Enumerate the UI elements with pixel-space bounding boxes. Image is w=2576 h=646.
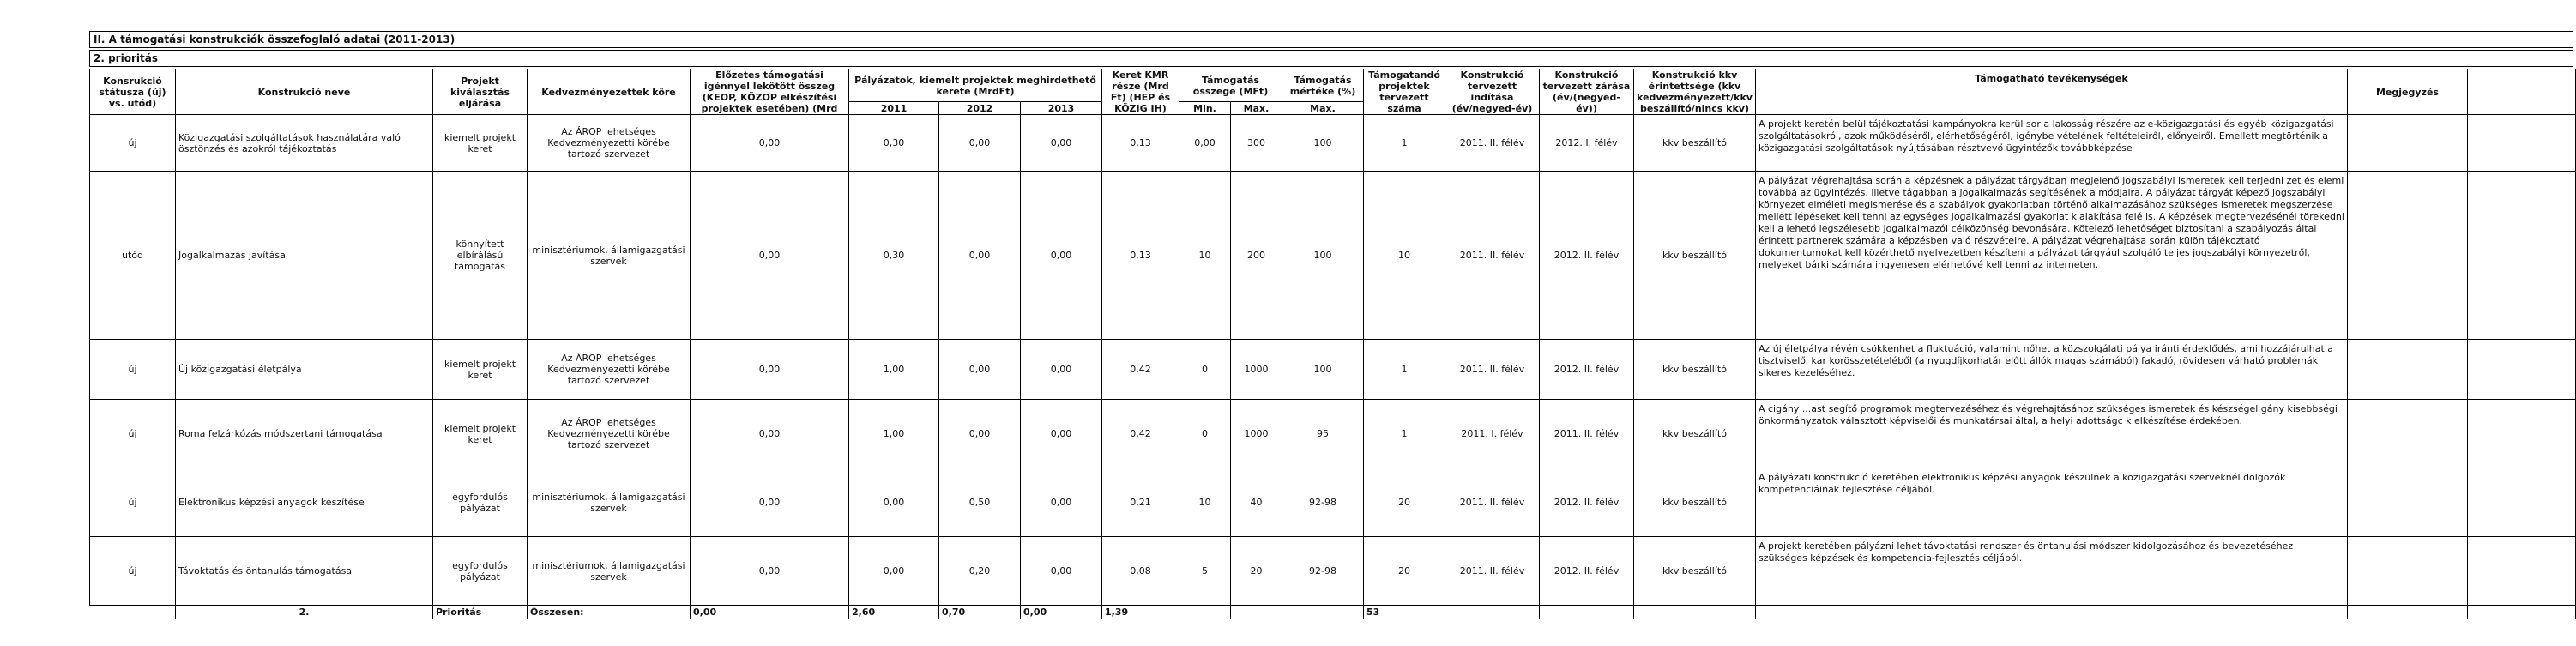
cell-min: 10 (1179, 172, 1231, 340)
header-year-2012: 2012 (939, 102, 1021, 115)
header-empty (2467, 69, 2575, 115)
cell-empty (2467, 537, 2575, 606)
cell-status: új (90, 468, 176, 537)
cell-procedure: könnyített elbírálású támogatás (433, 172, 528, 340)
cell-2012: 0,00 (939, 115, 1021, 172)
header-kkv: Konstrukció kkv érintettsége (kkv kedvezményezett/kkv beszállító/nincs kkv) (1634, 69, 1756, 115)
cell-kkv: kkv beszállító (1634, 340, 1756, 400)
cell-status: új (90, 400, 176, 468)
header-rate-max: Max. (1282, 102, 1364, 115)
cell-end: 2012. II. félév (1540, 172, 1634, 340)
summary-estimated: 0,00 (691, 606, 849, 619)
cell-notes (2347, 340, 2467, 400)
cell-kkv: kkv beszállító (1634, 172, 1756, 340)
header-activities: Támogatható tevékenységek (1755, 69, 2347, 115)
cell-2011: 0,30 (849, 172, 939, 340)
cell-kmr: 0,21 (1102, 468, 1179, 537)
cell-rate: 92-98 (1282, 468, 1364, 537)
cell-kkv: kkv beszállító (1634, 468, 1756, 537)
cell-estimated: 0,00 (691, 340, 849, 400)
summary-total-label: Összesen: (528, 606, 691, 619)
summary-2013: 0,00 (1021, 606, 1102, 619)
cell-2011: 0,00 (849, 537, 939, 606)
cell-end: 2011. II. félév (1540, 400, 1634, 468)
summary-cell (2467, 606, 2575, 619)
cell-rate: 100 (1282, 115, 1364, 172)
header-year-2013: 2013 (1021, 102, 1102, 115)
cell-rate: 92-98 (1282, 537, 1364, 606)
header-start: Konstrukció tervezett indítása (év/negyed-év) (1445, 69, 1540, 115)
cell-empty (2467, 172, 2575, 340)
cell-status: új (90, 537, 176, 606)
cell-empty (2467, 115, 2575, 172)
cell-beneficiaries: Az ÁROP lehetséges Kedvezményezetti körébe tartozó szervezet (528, 340, 691, 400)
table-row (90, 340, 2576, 400)
header-tenders: Pályázatok, kiemelt projektek meghirdethető kerete (MrdFt) (849, 69, 1102, 102)
table-row (90, 468, 2576, 537)
header-amount: Támogatás összege (MFt) (1179, 69, 1282, 102)
cell-procedure: kiemelt projekt keret (433, 115, 528, 172)
cell-estimated: 0,00 (691, 115, 849, 172)
cell-activities: A pályázat végrehajtása során a képzésnek a pályázat tárgyában megjelenő jogszabályi ismeretek kell terjedni zet és elemi továbbá az ügyintézés, illetve tágabban a jogalkalmazás segítésének a módjaira. A pályázat tárgyát képező jogszabályi környezet elméleti megismerése és a szabályok gyakorlatban történő alkalmazásához szükséges ismeretek megszerzése mellett lépéseket kell tenni az egységes jogalkalmazási gyakorlat kialakítása felé is. A képzések megtervezésénél törekedni kell a lehető legszélesebb jogalkalmazói célközönség bevonására. Kötelező lehetőséget biztosítani a szabályozás által érintett partnerek számára a képzésben való részvételre. A pályázat végrehajtása során külön tájékoztató dokumentumokat kell közérthető nyelvezetben készíteni a pályázat tárgyául szolgáló teljes jogszabályi környezetről, melyeket bárki számára ingyenesen elérhetővé kell tenni az interneten. (1755, 172, 2347, 340)
cell-kmr: 0,08 (1102, 537, 1179, 606)
header-end: Konstrukció tervezett zárása (év/(negyed-év)) (1540, 69, 1634, 115)
cell-notes (2347, 468, 2467, 537)
header-procedure: Projekt kiválasztás eljárása (433, 69, 528, 115)
summary-cell (1282, 606, 1364, 619)
cell-start: 2011. II. félév (1445, 172, 1540, 340)
cell-2013: 0,00 (1021, 400, 1102, 468)
cell-status: új (90, 115, 176, 172)
cell-estimated: 0,00 (691, 400, 849, 468)
summary-cell (2347, 606, 2467, 619)
table-row (90, 172, 2576, 340)
summary-empty (90, 606, 176, 619)
cell-name: Közigazgatási szolgáltatások használatára való ösztönzés és azokról tájékoztatás (176, 115, 433, 172)
cell-start: 2011. II. félév (1445, 468, 1540, 537)
cell-activities: A cigány ...ast segítő programok megtervezéséhez és végrehajtásához szükséges ismeretek és készségel gány kisebbségi önkormányzatok választott képviselői és munkatársai által, a helyi adottságc k elkészítése érdekében. (1755, 400, 2347, 468)
cell-procedure: egyfordulós pályázat (433, 468, 528, 537)
cell-2011: 0,30 (849, 115, 939, 172)
cell-activities: A projekt keretében pályázni lehet távoktatási rendszer és öntanulási módszer kidolgozásához és bevezetéséhez szükséges képzések és kompetencia-fejlesztés céljából. (1755, 537, 2347, 606)
cell-2011: 1,00 (849, 340, 939, 400)
cell-max: 200 (1231, 172, 1282, 340)
cell-procedure: kiemelt projekt keret (433, 340, 528, 400)
cell-2013: 0,00 (1021, 468, 1102, 537)
cell-activities: A projekt keretén belül tájékoztatási kampányokra kerül sor a lakosság részére az e-közigazgatási és egyéb közigazgatási szolgáltatásokról, azok működéséről, elérhetőségéről, igénybe vételének feltételeiről, előnyeiről. Emellett megtörténik a közigazgatási szolgáltatások nyújtásában résztvevő ügyintézők továbbképzése (1755, 115, 2347, 172)
summary-number: 2. (176, 606, 433, 619)
cell-rate: 95 (1282, 400, 1364, 468)
summary-cell (1540, 606, 1634, 619)
summary-row (90, 606, 2576, 619)
header-notes: Megjegyzés (2347, 69, 2467, 115)
summary-cell (1179, 606, 1231, 619)
cell-kmr: 0,13 (1102, 115, 1179, 172)
cell-rate: 100 (1282, 340, 1364, 400)
cell-max: 300 (1231, 115, 1282, 172)
cell-empty (2467, 468, 2575, 537)
summary-cell (1755, 606, 2347, 619)
cell-min: 10 (1179, 468, 1231, 537)
header-max: Max. (1231, 102, 1282, 115)
cell-beneficiaries: minisztériumok, államigazgatási szervek (528, 172, 691, 340)
cell-2012: 0,00 (939, 172, 1021, 340)
cell-activities: A pályázati konstrukció keretében elektronikus képzési anyagok készülnek a közigazgatási szerveknél dolgozók kompetenciáinak fejlesztése céljából. (1755, 468, 2347, 537)
section-title: II. A támogatási konstrukciók összefoglaló adatai (2011-2013) (89, 31, 2573, 48)
header-estimated: Előzetes támogatási igénnyel lekötött összeg (KEOP, KÖZOP elkészítési projektek esetében) (Mrd (691, 69, 849, 115)
cell-min: 0 (1179, 400, 1231, 468)
summary-cell (1445, 606, 1540, 619)
cell-rate: 100 (1282, 172, 1364, 340)
header-kmr: Keret KMR része (Mrd Ft) (HEP és KÖZIG IH) (1102, 69, 1179, 115)
header-min: Min. (1179, 102, 1231, 115)
cell-min: 0 (1179, 340, 1231, 400)
cell-name: Jogalkalmazás javítása (176, 172, 433, 340)
cell-2012: 0,50 (939, 468, 1021, 537)
summary-cell (1231, 606, 1282, 619)
header-name: Konstrukció neve (176, 69, 433, 115)
cell-notes (2347, 400, 2467, 468)
summary-2011: 2,60 (849, 606, 939, 619)
cell-beneficiaries: minisztériumok, államigazgatási szervek (528, 537, 691, 606)
cell-start: 2011. I. félév (1445, 400, 1540, 468)
summary-kmr: 1,39 (1102, 606, 1179, 619)
cell-2012: 0,20 (939, 537, 1021, 606)
cell-kmr: 0,13 (1102, 172, 1179, 340)
header-rate: Támogatás mértéke (%) (1282, 69, 1364, 102)
cell-notes (2347, 172, 2467, 340)
cell-kmr: 0,42 (1102, 400, 1179, 468)
cell-2011: 1,00 (849, 400, 939, 468)
cell-projects: 20 (1364, 537, 1445, 606)
cell-2011: 0,00 (849, 468, 939, 537)
constructions-table (89, 69, 2576, 619)
cell-procedure: egyfordulós pályázat (433, 537, 528, 606)
cell-projects: 10 (1364, 172, 1445, 340)
header-year-2011: 2011 (849, 102, 939, 115)
cell-beneficiaries: Az ÁROP lehetséges Kedvezményezetti körébe tartozó szervezet (528, 115, 691, 172)
cell-name: Elektronikus képzési anyagok készítése (176, 468, 433, 537)
header-beneficiaries: Kedvezményezettek köre (528, 69, 691, 115)
cell-empty (2467, 340, 2575, 400)
cell-2013: 0,00 (1021, 172, 1102, 340)
cell-2013: 0,00 (1021, 537, 1102, 606)
cell-max: 40 (1231, 468, 1282, 537)
cell-estimated: 0,00 (691, 468, 849, 537)
summary-label: Prioritás (433, 606, 528, 619)
cell-max: 1000 (1231, 400, 1282, 468)
cell-2012: 0,00 (939, 400, 1021, 468)
summary-2012: 0,70 (939, 606, 1021, 619)
summary-projects: 53 (1364, 606, 1445, 619)
cell-name: Roma felzárkózás módszertani támogatása (176, 400, 433, 468)
priority-title: 2. prioritás (89, 50, 2573, 67)
cell-estimated: 0,00 (691, 537, 849, 606)
cell-status: új (90, 340, 176, 400)
cell-notes (2347, 115, 2467, 172)
cell-activities: Az új életpálya révén csökkenhet a fluktuáció, valamint nőhet a közszolgálati pálya iránti érdeklődés, ami hozzájárulhat a tisztviselői kar korösszetételéből (a nyugdíjkorhatár előtt állók magas számából) fakadó, rövidesen várható problémák sikeres kezeléséhez. (1755, 340, 2347, 400)
cell-2012: 0,00 (939, 340, 1021, 400)
header-status: Konsrukció státusza (új) vs. utód) (90, 69, 176, 115)
cell-notes (2347, 537, 2467, 606)
cell-projects: 20 (1364, 468, 1445, 537)
table-row (90, 400, 2576, 468)
cell-end: 2012. II. félév (1540, 340, 1634, 400)
cell-kmr: 0,42 (1102, 340, 1179, 400)
cell-start: 2011. II. félév (1445, 340, 1540, 400)
cell-min: 5 (1179, 537, 1231, 606)
cell-projects: 1 (1364, 340, 1445, 400)
cell-2013: 0,00 (1021, 340, 1102, 400)
cell-status: utód (90, 172, 176, 340)
cell-estimated: 0,00 (691, 172, 849, 340)
cell-start: 2011. II. félév (1445, 537, 1540, 606)
cell-end: 2012. II. félév (1540, 468, 1634, 537)
cell-kkv: kkv beszállító (1634, 537, 1756, 606)
table-row (90, 537, 2576, 606)
cell-beneficiaries: Az ÁROP lehetséges Kedvezményezetti körébe tartozó szervezet (528, 400, 691, 468)
cell-max: 1000 (1231, 340, 1282, 400)
cell-kkv: kkv beszállító (1634, 115, 1756, 172)
cell-min: 0,00 (1179, 115, 1231, 172)
cell-projects: 1 (1364, 400, 1445, 468)
table-row (90, 115, 2576, 172)
cell-procedure: kiemelt projekt keret (433, 400, 528, 468)
cell-end: 2012. I. félév (1540, 115, 1634, 172)
cell-beneficiaries: minisztériumok, államigazgatási szervek (528, 468, 691, 537)
cell-end: 2012. II. félév (1540, 537, 1634, 606)
summary-cell (1634, 606, 1756, 619)
cell-name: Távoktatás és öntanulás támogatása (176, 537, 433, 606)
cell-name: Új közigazgatási életpálya (176, 340, 433, 400)
cell-kkv: kkv beszállító (1634, 400, 1756, 468)
cell-projects: 1 (1364, 115, 1445, 172)
header-projects: Támogatandó projektek tervezett száma (1364, 69, 1445, 115)
cell-empty (2467, 400, 2575, 468)
cell-start: 2011. II. félév (1445, 115, 1540, 172)
cell-max: 20 (1231, 537, 1282, 606)
cell-2013: 0,00 (1021, 115, 1102, 172)
